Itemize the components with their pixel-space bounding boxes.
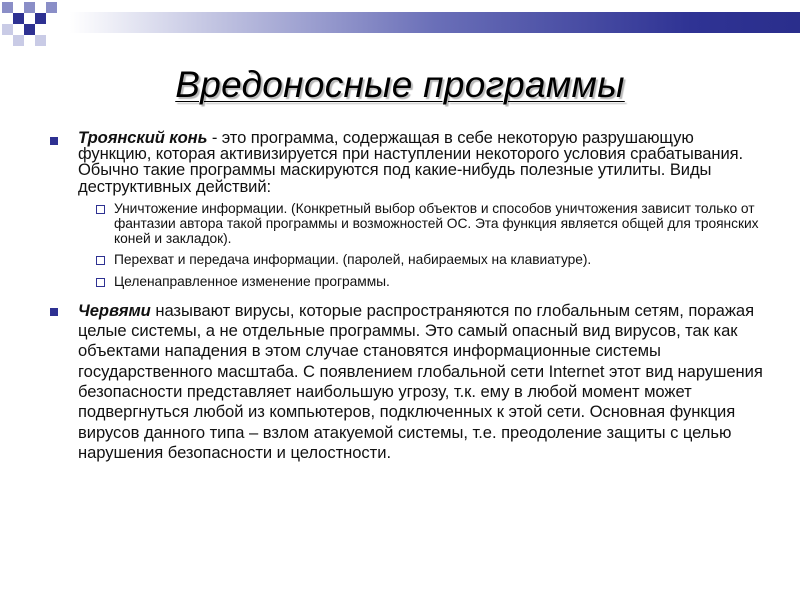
hollow-square-bullet-icon bbox=[96, 256, 105, 265]
sub-item bbox=[78, 252, 763, 267]
square-bullet-icon bbox=[50, 137, 58, 145]
hollow-square-bullet-icon bbox=[96, 278, 105, 287]
sub-item bbox=[78, 274, 763, 289]
square-bullet-icon bbox=[50, 308, 58, 316]
worms-definition: называют вирусы, которые распространяются по глобальным сетям, поражая целые системы, а не отдельные программы. Это самый опасный вид вирусов, так как объектами нападения в этом случае становятся информационные системы государственного масштаба. С появлением глобальной сети Internet этот вид нарушения безопасности представляет наибольшую угрозу, т.к. ему в любой момент может подвергнуться любой из компьютеров, подключенных к этой сети. Основная функция вирусов данного типа – взлом атакуемой системы, т.е. преодоление защиты с целью нарушения безопасности и целостности. bbox=[78, 300, 763, 462]
trojan-definition: - это программа, содержащая в себе некоторую разрушающую функцию, которая активизируется при наступлении некоторого условия срабатывания. Обычно такие программы маскируются под какие-нибудь полезные утилиты. Виды деструктивных действий: bbox=[78, 128, 744, 196]
header-gradient-bar bbox=[70, 12, 800, 33]
worms-paragraph bbox=[78, 301, 763, 463]
sub-item-text: Перехват и передача информации. (паролей, набираемых на клавиатуре). bbox=[114, 252, 592, 268]
worms-term: Червями bbox=[78, 300, 151, 320]
bullet-item-worms bbox=[48, 301, 763, 463]
content-body bbox=[48, 130, 763, 463]
slide-title: Вредоносные программы bbox=[175, 64, 625, 105]
trojan-term: Троянский конь bbox=[78, 128, 208, 147]
sub-item-text: Уничтожение информации. (Конкретный выбор объектов и способов уничтожения зависит только от фантазии автора такой программы и возможностей ОС. Эта функция является общей для троянских коней и закладок). bbox=[114, 200, 759, 247]
destructive-actions-list bbox=[78, 201, 763, 289]
trojan-paragraph bbox=[78, 130, 763, 195]
sub-item bbox=[78, 201, 763, 247]
bullet-item-trojan bbox=[48, 130, 763, 289]
hollow-square-bullet-icon bbox=[96, 205, 105, 214]
sub-item-text: Целенаправленное изменение программы. bbox=[114, 273, 390, 289]
